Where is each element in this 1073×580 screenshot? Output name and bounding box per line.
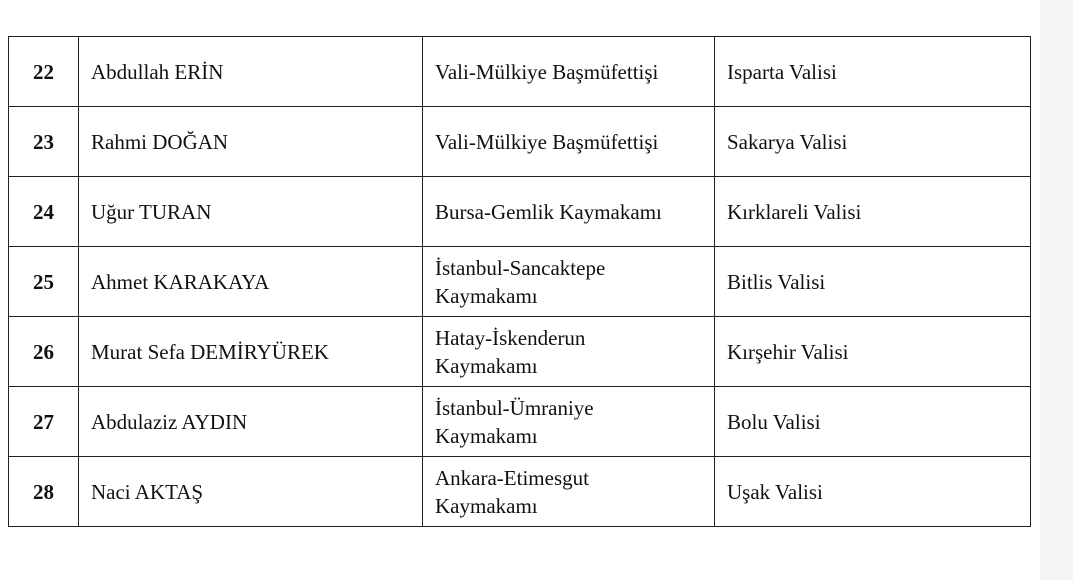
new-post: Bolu Valisi [715,387,1031,457]
current-title [423,37,715,107]
current-title [423,107,715,177]
current-title-line: Hatay-İskenderun [435,325,586,350]
new-post: Kırklareli Valisi [715,177,1031,247]
appointment-table-body [9,37,1031,527]
current-title [423,247,715,317]
current-title [423,177,715,247]
person-name: Naci AKTAŞ [79,457,423,527]
new-post: Sakarya Valisi [715,107,1031,177]
current-title-line: İstanbul-Ümraniye [435,395,594,420]
person-name: Ahmet KARAKAYA [79,247,423,317]
table-row [9,37,1031,107]
current-title [423,457,715,527]
table-row [9,247,1031,317]
current-title-line: Kaymakamı [435,353,538,378]
person-name: Abdullah ERİN [79,37,423,107]
current-title-line: Kaymakamı [435,283,538,308]
current-title [423,387,715,457]
current-title-line: İstanbul-Sancaktepe [435,255,606,280]
person-name: Uğur TURAN [79,177,423,247]
new-post: Kırşehir Valisi [715,317,1031,387]
scan-edge [1040,0,1073,580]
current-title-line: Kaymakamı [435,493,538,518]
table-row [9,387,1031,457]
table-row [9,107,1031,177]
row-number: 28 [9,457,79,527]
row-number: 23 [9,107,79,177]
appointment-table [8,36,1031,527]
new-post: Isparta Valisi [715,37,1031,107]
current-title-line: Bursa-Gemlik Kaymakamı [435,199,662,224]
person-name: Rahmi DOĞAN [79,107,423,177]
new-post: Uşak Valisi [715,457,1031,527]
current-title-line: Kaymakamı [435,423,538,448]
row-number: 22 [9,37,79,107]
row-number: 24 [9,177,79,247]
row-number: 26 [9,317,79,387]
current-title-line: Ankara-Etimesgut [435,465,589,490]
table-row [9,177,1031,247]
new-post: Bitlis Valisi [715,247,1031,317]
current-title-line: Vali-Mülkiye Başmüfettişi [435,129,659,154]
person-name: Abdulaziz AYDIN [79,387,423,457]
person-name: Murat Sefa DEMİRYÜREK [79,317,423,387]
row-number: 25 [9,247,79,317]
table-row [9,317,1031,387]
current-title [423,317,715,387]
row-number: 27 [9,387,79,457]
current-title-line: Vali-Mülkiye Başmüfettişi [435,59,659,84]
table-row [9,457,1031,527]
